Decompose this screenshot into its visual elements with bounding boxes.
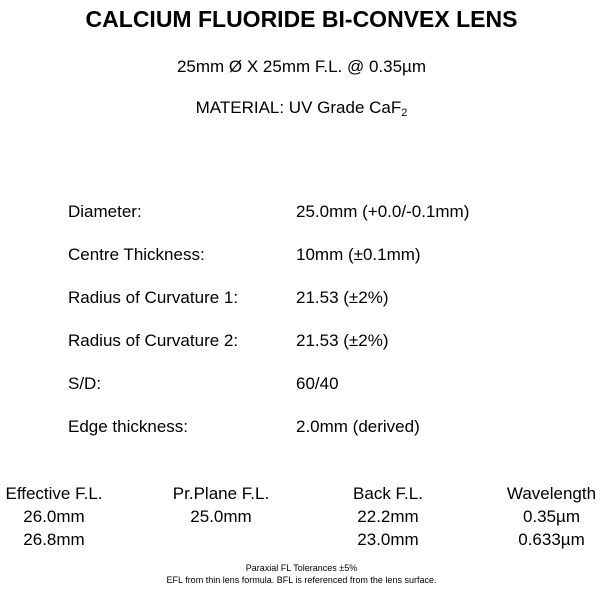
back-fl-column xyxy=(340,482,436,551)
column-header: Effective F.L. xyxy=(5,484,103,503)
spec-label: Radius of Curvature 1: xyxy=(68,288,239,307)
column-header: Wavelength xyxy=(506,484,597,503)
material-text: MATERIAL: UV Grade CaF xyxy=(195,98,402,117)
spec-label: Edge thickness: xyxy=(68,417,189,436)
lens-spec-summary: 25mm Ø X 25mm F.L. @ 0.35µm xyxy=(176,57,427,76)
table-cell: 0.35µm xyxy=(522,507,581,526)
column-header: Pr.Plane F.L. xyxy=(172,484,270,503)
table-cell: 0.633µm xyxy=(518,530,585,549)
table-cell: 25.0mm xyxy=(190,507,252,526)
spec-label: Diameter: xyxy=(68,202,142,221)
spec-label: Centre Thickness: xyxy=(68,245,205,264)
spec-value: 21.53 (±2%) xyxy=(296,331,389,350)
effective-fl-column xyxy=(0,482,108,551)
wavelength-column xyxy=(500,482,603,551)
focal-length-table xyxy=(0,482,603,552)
formula-footnote: EFL from thin lens formula. BFL is referenced from the lens surface. xyxy=(166,575,437,585)
tolerance-footnote: Paraxial FL Tolerances ±5% xyxy=(245,563,358,573)
material-subscript: 2 xyxy=(401,107,408,119)
spec-value: 10mm (±0.1mm) xyxy=(296,245,421,264)
spec-value: 60/40 xyxy=(296,374,339,393)
table-cell xyxy=(163,528,279,551)
table-cell: 23.0mm xyxy=(357,530,419,549)
column-header: Back F.L. xyxy=(353,484,423,503)
table-cell: 26.0mm xyxy=(23,507,85,526)
spec-label: Radius of Curvature 2: xyxy=(68,331,239,350)
material-line xyxy=(0,98,603,118)
table-cell: 22.2mm xyxy=(357,507,419,526)
spec-label: S/D: xyxy=(68,374,102,393)
document-title: CALCIUM FLUORIDE BI-CONVEX LENS xyxy=(85,6,518,32)
table-cell: 26.8mm xyxy=(23,530,85,549)
spec-value: 2.0mm (derived) xyxy=(296,417,420,436)
spec-value: 21.53 (±2%) xyxy=(296,288,389,307)
principal-plane-fl-column xyxy=(163,482,279,551)
spec-value: 25.0mm (+0.0/-0.1mm) xyxy=(296,202,470,221)
